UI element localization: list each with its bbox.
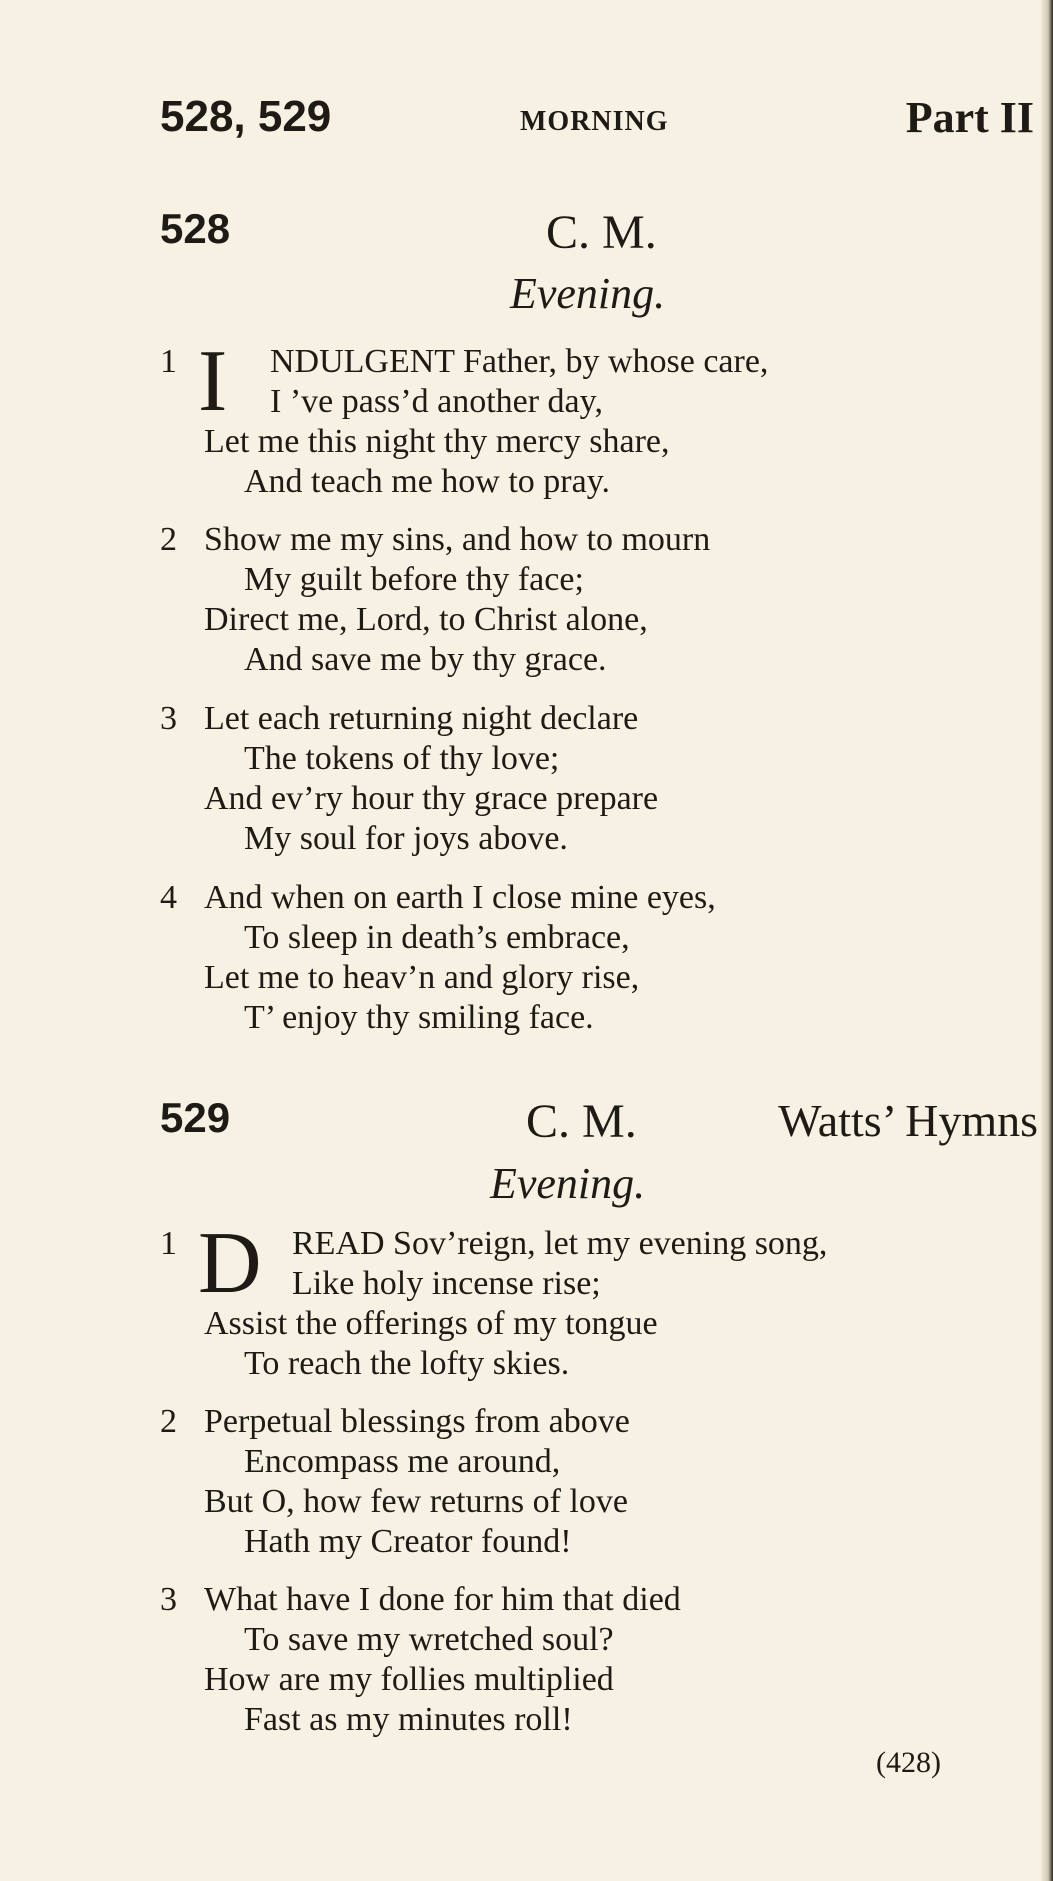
verse-line: Show me my sins, and how to mourn: [204, 521, 711, 558]
verse-line: But O, how few returns of love: [204, 1483, 628, 1520]
verse-line: Let me this night thy mercy share,: [204, 423, 670, 460]
verse-line: Fast as my minutes roll!: [244, 1701, 573, 1738]
verse-line: T’ enjoy thy smiling face.: [244, 999, 594, 1036]
verse-line: To save my wretched soul?: [244, 1621, 614, 1658]
verse-line: Direct me, Lord, to Christ alone,: [204, 601, 648, 638]
verse-number: 3: [160, 1581, 177, 1618]
stanza-528-2: [160, 520, 1040, 680]
verse-line: Encompass me around,: [244, 1443, 561, 1480]
hymn-source: Watts’ Hymns: [778, 1095, 1038, 1146]
verse-line: To sleep in death’s embrace,: [244, 919, 630, 956]
verse-line: Hath my Creator found!: [244, 1523, 572, 1560]
page-edge: [1041, 0, 1053, 1881]
page-number: (428): [876, 1746, 941, 1779]
verse-line: Let each returning night declare: [204, 700, 639, 737]
hymn-529-header: [160, 1094, 1040, 1150]
section-title: MORNING: [520, 106, 669, 137]
drop-cap: D: [198, 1215, 262, 1312]
verse-number: 1: [160, 343, 177, 380]
verse-number: 1: [160, 1225, 177, 1262]
running-head: [160, 92, 1040, 152]
hymn-number: 529: [160, 1094, 231, 1141]
verse-line: The tokens of thy love;: [244, 740, 560, 777]
stanza-528-3: [160, 699, 1040, 859]
verse-line: Like holy incense rise;: [292, 1265, 601, 1302]
verse-line: And ev’ry hour thy grace prepare: [204, 780, 659, 817]
hymn-meter: C. M.: [546, 206, 657, 259]
verse-line: And save me by thy grace.: [244, 641, 607, 678]
hymn-number: 528: [160, 205, 231, 252]
verse-line: NDULGENT Father, by whose care,: [270, 343, 769, 380]
stanza-528-1: [160, 333, 1040, 502]
part-label: Part II: [905, 93, 1034, 142]
verse-number: 2: [160, 521, 177, 558]
hymn-range: 528, 529: [160, 92, 332, 141]
verse-line: Assist the offerings of my tongue: [204, 1305, 658, 1342]
verse-line: I ’ve pass’d another day,: [270, 383, 603, 420]
verse-line: And teach me how to pray.: [244, 463, 611, 500]
hymn-title: Evening.: [510, 269, 666, 318]
hymn-528-header: [160, 205, 1040, 261]
verse-number: 4: [160, 879, 177, 916]
verse-line: And when on earth I close mine eyes,: [204, 879, 716, 916]
verse-number: 2: [160, 1403, 177, 1440]
verse-number: 3: [160, 700, 177, 737]
stanza-529-1: [160, 1215, 1040, 1384]
verse-line: How are my follies multiplied: [204, 1661, 614, 1698]
stanza-529-2: [160, 1402, 1040, 1562]
stanza-529-3: [160, 1580, 1040, 1740]
verse-line: READ Sov’reign, let my evening song,: [292, 1225, 828, 1262]
verse-line: What have I done for him that died: [204, 1581, 681, 1618]
hymn-title: Evening.: [490, 1159, 646, 1208]
verse-line: My soul for joys above.: [244, 820, 568, 857]
verse-line: Perpetual blessings from above: [204, 1403, 630, 1440]
drop-cap: I: [198, 333, 228, 430]
verse-line: To reach the lofty skies.: [244, 1345, 570, 1382]
verse-line: Let me to heav’n and glory rise,: [204, 959, 640, 996]
verse-line: My guilt before thy face;: [244, 561, 584, 598]
stanza-528-4: [160, 878, 1040, 1038]
hymn-meter: C. M.: [526, 1095, 637, 1148]
